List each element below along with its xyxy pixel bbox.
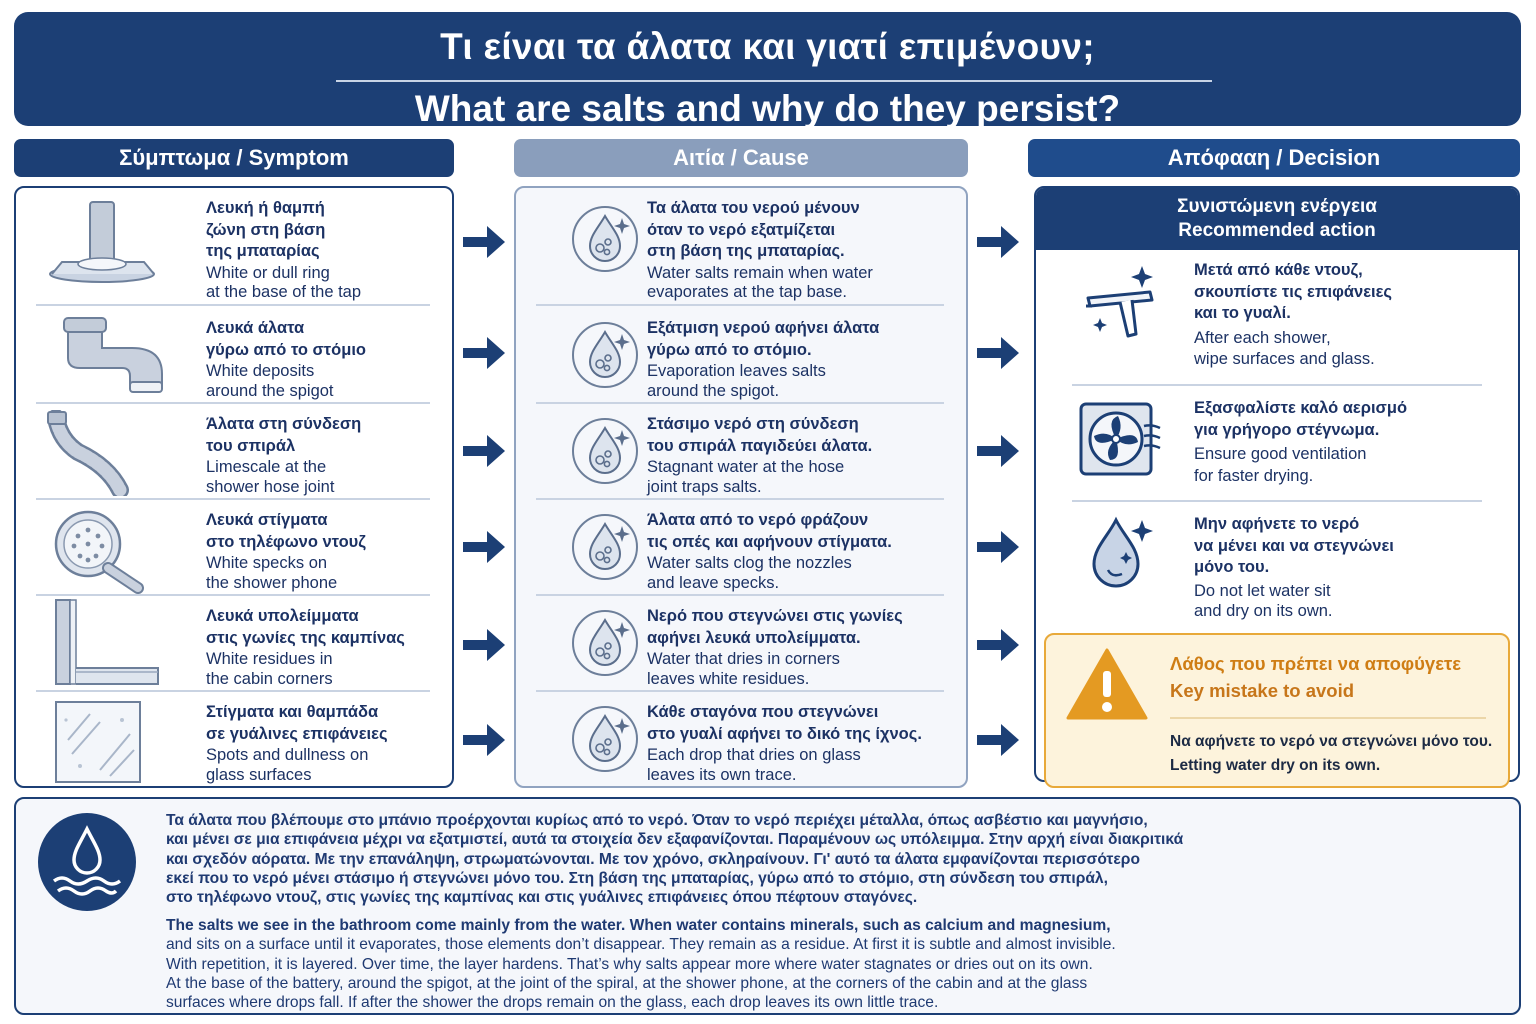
title-divider <box>336 80 1212 82</box>
arrow-right-icon <box>461 527 507 567</box>
column-header-decision: Απόφααη / Decision <box>1028 139 1520 177</box>
summary-en-line: With repetition, it is layered. Over time, the layer hardens. That’s why salts appear more where water stagnates or dries out on its own. <box>166 955 1093 973</box>
action-gr-line: Μην αφήνετε το νερό <box>1194 515 1360 533</box>
summary-panel <box>14 797 1521 1015</box>
cause-en-line: Water that dries in corners <box>647 650 840 668</box>
summary-greek <box>166 811 1511 907</box>
mistake-body-gr: Να αφήνετε το νερό να στεγνώνει μόνο του. <box>1170 733 1493 750</box>
summary-en-line: surfaces where drops fall. If after the shower the drops remain on the glass, each drop leaves its own little trace. <box>166 994 939 1012</box>
cause-gr-line: στο γυαλί αφήνει το δικό της ίχνος. <box>647 724 922 743</box>
symptom-en-line: White residues in <box>206 650 333 668</box>
cause-gr-line: όταν το νερό εξατμίζεται <box>647 220 836 239</box>
symptom-gr-line: ζώνη στη βάση <box>206 220 326 239</box>
summary-gr-line: εκεί που το νερό μένει στάσιμο ή στεγνώνει μόνο του. Στη βάση της μπαταρίας, γύρω από το στόμιο, στη σύνδεση του σπιράλ, <box>166 869 1108 887</box>
symptom-en-line: White deposits <box>206 362 315 380</box>
cause-gr-line: Άλατα από το νερό φράζουν <box>647 511 869 529</box>
action-item <box>1036 386 1518 502</box>
cause-gr-line: Τα άλατα του νερού μένουν <box>647 199 860 217</box>
cause-en-line: Water salts remain when water <box>647 263 873 282</box>
cause-row <box>516 306 966 404</box>
cause-gr-line: τις οπές και αφήνουν στίγματα. <box>647 532 892 551</box>
symptom-gr-line: Λευκά υπολείμματα <box>206 607 359 625</box>
shower-hose-icon <box>38 410 168 496</box>
action-gr-line: Εξασφαλίστε καλό αερισμό <box>1194 399 1408 417</box>
cause-gr-line: Κάθε σταγόνα που στεγνώνει <box>647 703 879 721</box>
symptom-row <box>16 596 452 692</box>
mistake-title-en: Key mistake to avoid <box>1170 680 1355 701</box>
cause-gr-line: αφήνει λευκά υπολείμματα. <box>647 628 861 647</box>
key-mistake-box <box>1044 633 1510 788</box>
symptom-gr-line: Στίγματα και θαμπάδα <box>206 703 379 721</box>
tap-base-icon <box>38 198 168 290</box>
cause-row <box>516 404 966 500</box>
action-en-line: for faster drying. <box>1194 466 1314 485</box>
cause-gr-line: γύρω από το στόμιο. <box>647 340 812 359</box>
recommended-title-gr: Συνιστώμενη ενέργεια <box>1177 196 1377 217</box>
action-gr-line: να μένει και να στεγνώνει <box>1194 536 1394 555</box>
arrow-right-icon <box>975 222 1021 262</box>
cause-gr-line: στη βάση της μπαταρίας. <box>647 242 845 260</box>
title-english: What are salts and why do they persist? <box>414 88 1121 129</box>
summary-english <box>166 916 1511 1012</box>
mistake-title-gr: Λάθος που πρέπει να αποφύγετε <box>1170 653 1462 674</box>
spigot-icon <box>38 314 168 398</box>
column-header-symptom: Σύμπτωμα / Symptom <box>14 139 454 177</box>
warning-icon <box>1066 647 1148 721</box>
cause-en-line: leaves its own trace. <box>647 765 797 784</box>
mistake-body-en: Letting water dry on its own. <box>1170 757 1381 774</box>
summary-gr-line: και σχεδόν αόρατα. Με την επανάληψη, στρωματώνονται. Με τον χρόνο, σκληραίνουν. Γι' αυτό τα άλατα εμφανίζονται περισσότερο <box>166 850 1140 868</box>
squeegee-icon <box>1080 262 1160 342</box>
symptom-en-line: White or dull ring <box>206 263 330 282</box>
shower-head-icon <box>38 506 168 594</box>
cause-panel <box>514 186 968 788</box>
action-en-line: After each shower, <box>1194 328 1331 347</box>
action-gr-line: για γρήγορο στέγνωμα. <box>1194 420 1380 439</box>
column-header-cause: Αιτία / Cause <box>514 139 968 177</box>
arrow-right-icon <box>461 431 507 471</box>
action-en-line: Do not let water sit <box>1194 581 1331 600</box>
cause-en-line: Stagnant water at the hose <box>647 458 845 476</box>
symptom-gr-line: Λευκά άλατα <box>206 319 305 337</box>
symptom-en-line: the shower phone <box>206 573 338 592</box>
action-item <box>1036 502 1518 632</box>
cause-gr-line: Νερό που στεγνώνει στις γωνίες <box>647 607 903 625</box>
arrow-right-icon <box>975 527 1021 567</box>
action-gr-line: Μετά από κάθε ντουζ, <box>1194 261 1363 279</box>
symptom-row <box>16 306 452 404</box>
cause-row <box>516 500 966 596</box>
cabin-corner-icon <box>38 598 168 688</box>
cause-row <box>516 188 966 306</box>
symptom-gr-line: στις γωνίες της καμπίνας <box>206 628 405 647</box>
cause-en-line: around the spigot. <box>647 381 780 400</box>
cause-en-line: leaves white residues. <box>647 669 810 688</box>
symptom-row <box>16 692 452 786</box>
summary-en-line: The salts we see in the bathroom come mainly from the water. When water contains minerals, such as calcium and magnesium, <box>166 917 1111 934</box>
symptom-row <box>16 188 452 306</box>
glass-panel-icon <box>38 700 168 786</box>
symptom-en-line: at the base of the tap <box>206 283 362 301</box>
symptom-panel <box>14 186 454 788</box>
recommended-title-en: Recommended action <box>1178 220 1376 241</box>
title-greek: Τι είναι τα άλατα και γιατί επιμένουν; <box>440 26 1095 67</box>
symptom-en-line: White specks on <box>206 554 328 572</box>
summary-gr-line: Τα άλατα που βλέπουμε στο μπάνιο προέρχονται κυρίως από το νερό. Όταν το νερό περιέχει μέταλλα, όπως ασβέστιο και μαγνήσιο, <box>166 812 1148 829</box>
arrow-right-icon <box>461 222 507 262</box>
page-header <box>14 12 1521 129</box>
symptom-en-line: Spots and dullness on <box>206 746 369 764</box>
action-gr-line: και το γυαλί. <box>1194 304 1291 322</box>
summary-gr-line: στο τηλέφωνο ντουζ, στις γωνίες της καμπίνας και στις γυάλινες επιφάνειες όπου πέφτουν σταγόνες. <box>166 889 918 907</box>
recommended-action-header <box>1036 188 1518 250</box>
cause-gr-line: του σπιράλ παγιδεύει άλατα. <box>647 436 873 455</box>
symptom-gr-line: της μπαταρίας <box>206 242 320 260</box>
arrow-right-icon <box>461 720 507 760</box>
arrow-right-icon <box>461 333 507 373</box>
symptom-en-line: the cabin corners <box>206 669 333 688</box>
symptom-gr-line: στο τηλέφωνο ντουζ <box>206 532 366 551</box>
action-item <box>1036 250 1518 386</box>
symptom-gr-line: σε γυάλινες επιφάνειες <box>206 724 388 743</box>
symptom-en-line: Limescale at the <box>206 458 327 476</box>
ventilation-fan-icon <box>1078 400 1162 480</box>
water-waves-icon <box>38 813 136 911</box>
cause-en-line: and leave specks. <box>647 573 780 592</box>
action-gr-line: μόνο του. <box>1194 558 1270 576</box>
symptom-gr-line: γύρω από το στόμιο <box>206 340 367 359</box>
symptom-row <box>16 500 452 596</box>
cause-en-line: Each drop that dries on glass <box>647 746 861 764</box>
cause-gr-line: Στάσιμο νερό στη σύνδεση <box>647 415 859 433</box>
cause-en-line: Evaporation leaves salts <box>647 362 826 380</box>
symptom-gr-line: του σπιράλ <box>206 436 296 455</box>
symptom-en-line: glass surfaces <box>206 765 312 784</box>
action-gr-line: σκουπίστε τις επιφάνειες <box>1194 282 1393 301</box>
action-en-line: and dry on its own. <box>1194 601 1333 620</box>
symptom-gr-line: Λευκή ή θαμπή <box>206 199 325 217</box>
cause-gr-line: Εξάτμιση νερού αφήνει άλατα <box>647 319 880 337</box>
cause-en-line: Water salts clog the nozzles <box>647 554 852 572</box>
cause-row <box>516 596 966 692</box>
cause-en-line: joint traps salts. <box>647 477 762 496</box>
summary-gr-line: και μένει σε μια επιφάνεια μέχρι να εξατμιστεί, αυτά τα στοιχεία δεν εξαφανίζονται. Παραμένουν ως υπόλειμμα. Στην αρχή είναι διακριτικά <box>166 831 1184 849</box>
symptom-gr-line: Λευκά στίγματα <box>206 511 328 529</box>
water-icon-badge <box>38 813 136 911</box>
symptom-row <box>16 404 452 500</box>
arrow-right-icon <box>461 625 507 665</box>
action-en-line: Ensure good ventilation <box>1194 445 1367 463</box>
action-en-line: wipe surfaces and glass. <box>1194 350 1375 368</box>
mistake-divider <box>1170 717 1486 719</box>
arrow-right-icon <box>975 720 1021 760</box>
summary-en-line: At the base of the battery, around the spigot, at the joint of the spiral, at the shower phone, at the corners of the cabin and at the glass <box>166 974 1088 992</box>
summary-en-line: and sits on a surface until it evaporates, those elements don’t disappear. They remain as a residue. At first it is subtle and almost invisible. <box>166 936 1116 954</box>
arrow-right-icon <box>975 333 1021 373</box>
cause-row <box>516 692 966 786</box>
arrow-right-icon <box>975 431 1021 471</box>
symptom-en-line: around the spigot <box>206 381 334 400</box>
cause-en-line: evaporates at the tap base. <box>647 283 847 301</box>
arrow-right-icon <box>975 625 1021 665</box>
symptom-gr-line: Άλατα στη σύνδεση <box>206 415 362 433</box>
drying-drop-icon <box>1086 514 1158 596</box>
symptom-en-line: shower hose joint <box>206 477 335 496</box>
